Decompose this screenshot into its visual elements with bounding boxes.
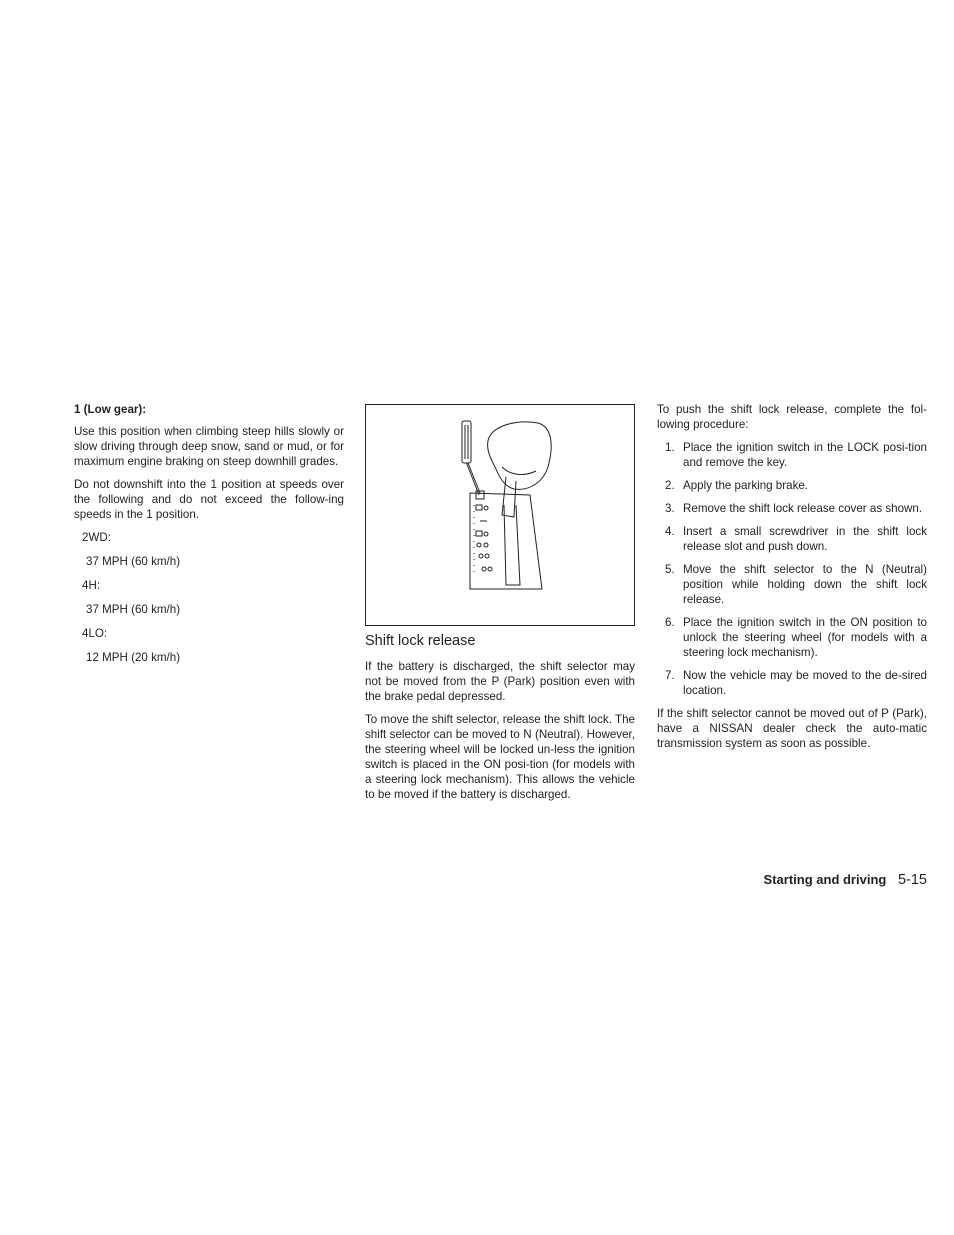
speed-value-2wd: 37 MPH (60 km/h) xyxy=(86,555,181,568)
step-text: Place the ignition switch in the LOCK posi-tion and remove the key. xyxy=(683,441,927,469)
step-number: 1. xyxy=(665,441,675,454)
step-number: 3. xyxy=(665,502,675,515)
step-text: Now the vehicle may be moved to the de-sired location. xyxy=(683,669,927,697)
shift-knob-detail xyxy=(502,467,536,474)
step-number: 4. xyxy=(665,525,675,538)
indicator-mark xyxy=(484,543,488,547)
footer-section-title: Starting and driving xyxy=(763,872,887,887)
low-gear-heading: 1 (Low gear): xyxy=(74,403,147,416)
step-number: 2. xyxy=(665,479,675,492)
speed-label-4h: 4H: xyxy=(82,579,101,592)
step-number: 7. xyxy=(665,669,675,682)
step-text: Apply the parking brake. xyxy=(683,479,809,492)
page-number: 5-15 xyxy=(897,872,927,888)
procedure-step xyxy=(657,501,927,516)
procedure-steps xyxy=(657,440,927,698)
procedure-step xyxy=(657,524,927,554)
page-footer xyxy=(764,871,927,889)
procedure-step xyxy=(657,668,927,698)
shift-lock-paragraph-2: To move the shift selector, release the shift lock. The shift selector can be moved to N (Neutral). However, the steering wheel will be locked un-less the ignition switch is placed in the ON posi-tion (for models with a steering lock mechanism). This allows the vehicle to be moved if the battery is discharged. xyxy=(365,713,635,801)
procedure-step xyxy=(657,615,927,660)
middle-column xyxy=(365,404,635,810)
step-text: Place the ignition switch in the ON position to unlock the steering wheel (for models with a steering lock mechanism). xyxy=(683,616,927,659)
step-number: 6. xyxy=(665,616,675,629)
speed-value-4lo: 12 MPH (20 km/h) xyxy=(86,651,181,664)
shift-knob xyxy=(488,422,552,489)
procedure-intro: To push the shift lock release, complete the fol-lowing procedure: xyxy=(657,403,927,431)
shift-lock-drawing xyxy=(366,405,634,625)
indicator-mark xyxy=(482,567,486,571)
speed-label-4lo: 4LO: xyxy=(82,627,108,640)
indicator-mark xyxy=(484,532,488,536)
procedure-closing: If the shift selector cannot be moved out of P (Park), have a NISSAN dealer check the auto-matic transmission system as soon as possible. xyxy=(657,707,927,750)
step-text: Move the shift selector to the N (Neutral) position while holding down the shift lock release. xyxy=(683,563,927,606)
speed-value-4h: 37 MPH (60 km/h) xyxy=(86,603,181,616)
indicator-mark xyxy=(484,506,488,510)
screwdriver-shaft xyxy=(468,463,480,493)
low-gear-paragraph-2: Do not downshift into the 1 position at speeds over the following and do not exceed the follow-ing speeds in the 1 position. xyxy=(74,478,344,521)
low-gear-paragraph-1: Use this position when climbing steep hills slowly or slow driving through deep snow, sand or mud, or for maximum engine braking on steep downhill grades. xyxy=(74,425,344,468)
indicator-mark xyxy=(485,554,489,558)
procedure-step xyxy=(657,440,927,470)
procedure-step xyxy=(657,478,927,493)
indicator-mark xyxy=(479,554,483,558)
right-column xyxy=(657,402,927,759)
shift-lock-illustration xyxy=(365,404,635,626)
left-column xyxy=(74,402,344,674)
indicator-mark xyxy=(476,505,482,510)
indicator-mark xyxy=(476,531,482,536)
shift-lock-paragraph-1: If the battery is discharged, the shift selector may not be moved from the P (Park) position even with the brake pedal depressed. xyxy=(365,660,635,703)
shift-lock-release-title: Shift lock release xyxy=(365,633,476,649)
screwdriver-handle xyxy=(462,421,471,463)
step-text: Insert a small screwdriver in the shift lock release slot and push down. xyxy=(683,525,927,553)
step-number: 5. xyxy=(665,563,675,576)
step-text: Remove the shift lock release cover as shown. xyxy=(683,502,923,515)
screwdriver-shaft xyxy=(467,463,480,495)
procedure-step xyxy=(657,562,927,607)
indicator-mark xyxy=(488,567,492,571)
speed-label-2wd: 2WD: xyxy=(82,531,111,544)
indicator-mark xyxy=(477,543,481,547)
